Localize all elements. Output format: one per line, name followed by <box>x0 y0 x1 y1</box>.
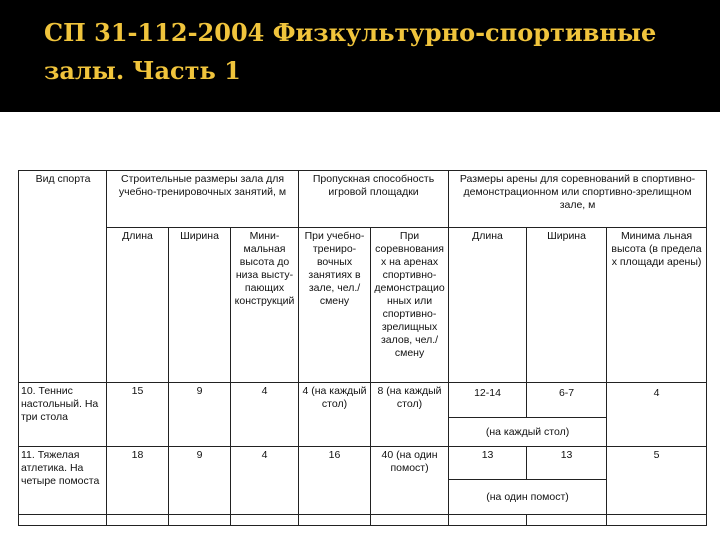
cell-cap-training: 16 <box>299 447 371 515</box>
subheader-cap-training: При учебно-трениро-вочных занятиях в зале, чел./смену <box>299 228 371 383</box>
cell-arena-length: 12-14 <box>449 383 527 418</box>
title-bar <box>0 0 720 112</box>
table-row <box>19 383 707 418</box>
cell-cap-competition: 8 (на каждый стол) <box>371 383 449 447</box>
cell-empty <box>527 515 607 526</box>
header-arena-sizes: Размеры арены для соревнований в спортивно-демонстрационном или спортивно-зрелищном зале, м <box>449 171 707 228</box>
cell-note: (на каждый стол) <box>449 418 607 447</box>
cell-empty <box>107 515 169 526</box>
cell-empty <box>231 515 299 526</box>
cell-length: 15 <box>107 383 169 447</box>
cell-empty <box>169 515 231 526</box>
cell-sport: 10. Теннис настольный. На три стола <box>19 383 107 447</box>
cell-arena-length: 13 <box>449 447 527 480</box>
cell-cap-training: 4 (на каждый стол) <box>299 383 371 447</box>
subheader-arena-length: Длина <box>449 228 527 383</box>
subheader-length: Длина <box>107 228 169 383</box>
table-row-cutoff <box>19 515 707 526</box>
table-subheader-row <box>19 228 707 383</box>
cell-empty <box>449 515 527 526</box>
cell-height: 4 <box>231 447 299 515</box>
subheader-min-height: Мини-мальная высота до низа высту-пающих конструкций <box>231 228 299 383</box>
sports-halls-table <box>18 170 707 526</box>
header-training-sizes: Строительные размеры зала для учебно-тренировочных занятий, м <box>107 171 299 228</box>
cell-cap-competition: 40 (на один помост) <box>371 447 449 515</box>
subheader-cap-competition: При соревнования х на аренах спортивно-демонстрацио нных или спортивно-зрелищных залов, чел./смену <box>371 228 449 383</box>
subheader-arena-width: Ширина <box>527 228 607 383</box>
cell-empty <box>371 515 449 526</box>
cell-arena-height: 4 <box>607 383 707 447</box>
cell-sport: 11. Тяжелая атлетика. На четыре помоста <box>19 447 107 515</box>
cell-arena-width: 6-7 <box>527 383 607 418</box>
table-row <box>19 447 707 480</box>
cell-length: 18 <box>107 447 169 515</box>
header-sport: Вид спорта <box>19 171 107 383</box>
subheader-width: Ширина <box>169 228 231 383</box>
cell-width: 9 <box>169 447 231 515</box>
cell-height: 4 <box>231 383 299 447</box>
table-header-row <box>19 171 707 228</box>
header-capacity: Пропускная способность игровой площадки <box>299 171 449 228</box>
cell-width: 9 <box>169 383 231 447</box>
cell-empty <box>19 515 107 526</box>
cell-arena-width: 13 <box>527 447 607 480</box>
cell-note: (на один помост) <box>449 480 607 515</box>
cell-empty <box>607 515 707 526</box>
slide-title: СП 31-112-2004 Физкультурно-спортивные залы. Часть 1 <box>44 18 657 85</box>
cell-arena-height: 5 <box>607 447 707 515</box>
subheader-arena-min-height: Минима льная высота (в предела х площади арены) <box>607 228 707 383</box>
cell-empty <box>299 515 371 526</box>
